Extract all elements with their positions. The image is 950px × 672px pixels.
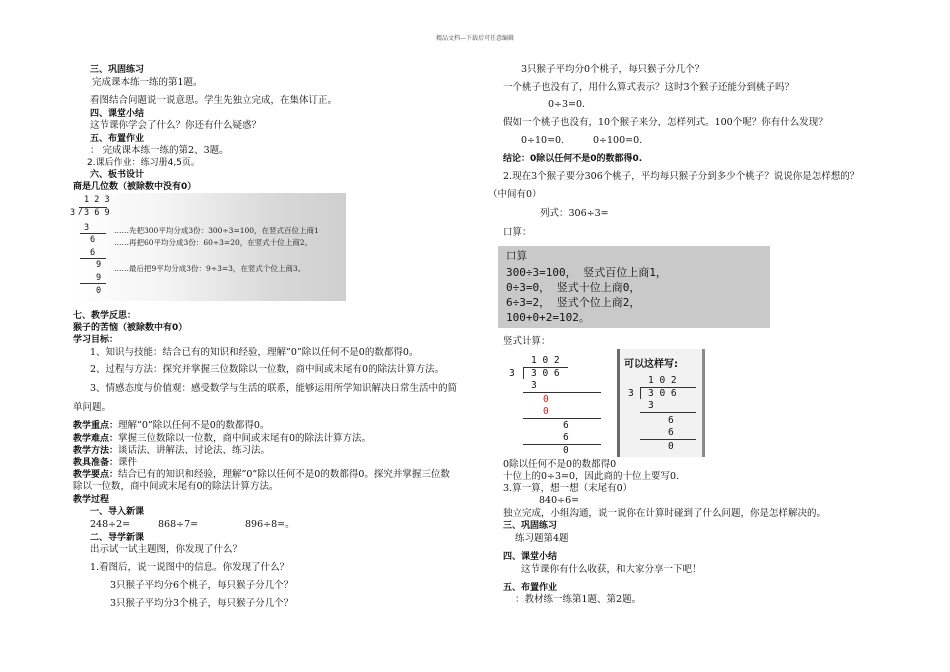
section-title: 七、教学反思： — [73, 311, 137, 321]
expr: 868÷7= — [158, 519, 199, 530]
mental-calc-head: 口算 — [506, 250, 527, 262]
step: 0 — [543, 394, 549, 405]
dividend: 3 0 6 — [648, 388, 677, 399]
divisor: 3 — [70, 208, 76, 218]
goal-item: 3、情感态度与价值观：感受数学与生活的联系，能够运用所学知识解决日常生活中的简 — [90, 383, 458, 394]
text-line: 出示试一试主题图，你发现了什么？ — [90, 544, 243, 555]
mental-calc-line: 0÷3=0， 竖式十位上商0， — [506, 281, 641, 294]
text-line: 3只猴子平均分3个桃子，每只猴子分几个？ — [110, 598, 294, 609]
mental-calc-image — [498, 246, 770, 328]
section-title: 三、巩固练习 — [90, 65, 145, 75]
goal-item: 2、过程与方法：探究并掌握三位数除以一位数，商中间或末尾有0的除法计算方法。 — [90, 364, 445, 375]
text-line: 竖式计算： — [503, 336, 551, 347]
text: 掌握三位数除以一位数，商中间或末尾有0的除法计算方法。 — [118, 433, 372, 444]
conclusion: 结论：0除以任何不是0的数都得0. — [503, 154, 643, 164]
step: 9 — [96, 273, 102, 283]
label: 教学要点： — [73, 470, 119, 480]
step: 6 — [668, 427, 674, 438]
divisor: 3 — [628, 388, 634, 399]
text-line: ： 完成课本练一练的第2、3题。 — [90, 145, 229, 156]
text-line: 2.现在3个猴子要分306个桃子，平均每只猴子分到多少个桃子？说说你是怎样想的？ — [503, 171, 860, 182]
section-title: 五、布置作业 — [90, 134, 145, 144]
text-line: 假如一个桃子也没有，10个猴子来分，怎样列式。100个呢？你有什么发现？ — [503, 117, 828, 128]
note: ……最后把9平均分成3份：9÷3=3，在竖式个位上商3。 — [114, 264, 306, 273]
text-line: 这节课你有什么收获，和大家分享一下吧！ — [521, 564, 702, 575]
expr: 896÷8=。 — [245, 519, 295, 530]
step: 0 — [96, 286, 102, 296]
label: 教学重点： — [73, 421, 119, 431]
expr: 840÷6= — [539, 495, 580, 506]
text-line: 看图结合问题说一说意思。学生先独立完成，在集体订正。 — [90, 95, 338, 106]
section-title: 四、课堂小结 — [503, 552, 558, 562]
mental-calc-line: 300÷3=100， 竖式百位上商1， — [506, 266, 667, 279]
step: 6 — [668, 415, 674, 426]
text-line: 2.课后作业：练习册4,5页。 — [87, 158, 200, 168]
board-title: 商是几位数（被除数中没有0） — [73, 182, 197, 192]
expr: 248÷2= — [90, 519, 131, 530]
expr: 0÷100=0. — [593, 135, 643, 146]
expr: 0÷3=0. — [548, 99, 586, 110]
text-line: 3只猴子平均分6个桃子，每只猴子分几个？ — [110, 580, 294, 591]
step: 3 — [531, 380, 537, 391]
step: 6 — [563, 420, 569, 431]
dividend: 3 6 9 — [84, 208, 110, 218]
text-line: 独立完成，小组沟通，说一说你在计算时碰到了什么问题，你是怎样解决的。 — [503, 508, 827, 519]
section-title: 一、导入新课 — [90, 507, 145, 517]
text-line: 练习题第4题 — [515, 533, 569, 544]
text: 结合已有的知识和经验，理解”0”除以任何不是0的数都得0。探究并掌握三位数 — [118, 469, 450, 480]
label: 教学难点： — [73, 434, 119, 444]
lesson-title: 猴子的苦恼（被除数中有0） — [73, 323, 188, 333]
quotient: 1 0 2 — [531, 355, 560, 366]
text: 谈话法、讲解法、讨论法、练习法。 — [118, 445, 271, 456]
goal-title: 学习目标： — [73, 335, 119, 345]
dividend: 3 0 6 — [531, 368, 560, 379]
text-line: 除以一位数，商中间或末尾有0的除法计算方法。 — [73, 481, 279, 492]
vertical-division-1 — [503, 352, 609, 456]
step: 3 — [648, 400, 654, 411]
text-line: 一个桃子也没有了，用什么算式表示？这时3个猴子还能分到桃子吗？ — [503, 82, 795, 93]
step: 6 — [563, 432, 569, 443]
note: ……再把60平均分成3份：60÷3=20，在竖式十位上商2。 — [114, 238, 313, 247]
step: 3 — [84, 223, 90, 233]
step: 6 — [90, 235, 96, 245]
page-header: 精品文档---下载后可任意编辑 — [435, 35, 515, 42]
section-title: 五、布置作业 — [503, 583, 558, 593]
text-line: 0除以任何不是0的数都得0 — [503, 459, 617, 470]
section-title: 三、巩固练习 — [503, 521, 558, 531]
text-line: 十位上的0÷3=0，因此商的十位上要写0. — [503, 471, 680, 482]
long-division-figure: 1 2 3 3 / 3 6 9 3 6 6 9 9 0 ……先把300平均分成3份：300÷3=100，在竖式百位上商1 ……再把60平均分成3份：60÷3=20，在竖式十位上商2。 ……最后把9平均分成3份：9÷3=3，在竖式个位上商3。 — [68, 193, 346, 301]
quotient: 1 0 2 — [648, 375, 677, 386]
quotient: 1 2 3 — [84, 195, 110, 205]
vertical-division-2 — [617, 349, 705, 457]
step: 6 — [90, 248, 96, 258]
goal-item: 单问题。 — [73, 402, 112, 413]
text-line: 3只猴子平均分0个桃子，每只猴子分几个？ — [521, 64, 705, 75]
text-line: 1.看图后，说一说图中的信息。你发现了什么？ — [90, 562, 290, 573]
text-line: 口算： — [503, 227, 532, 238]
label: 教具准备： — [73, 458, 119, 468]
section-title: 教学过程 — [73, 495, 110, 505]
text-line: 完成课本练一练的第1题。 — [92, 77, 203, 88]
note: ……先把300平均分成3份：300÷3=100，在竖式百位上商1 — [114, 226, 319, 235]
text-line: ：教材练一练第1题、第2题。 — [515, 594, 642, 605]
text-line: （中间有0） — [488, 189, 542, 200]
section-title: 二、导学新课 — [90, 533, 145, 543]
text: 课件 — [118, 457, 138, 468]
label: 教学方法： — [73, 446, 119, 456]
section-title: 四、课堂小结 — [90, 109, 145, 119]
text-line: 3.算一算，想一想（末尾有0） — [503, 483, 633, 494]
expr: 列式：306÷3= — [540, 208, 609, 219]
step: 0 — [668, 441, 674, 452]
section-title: 六、板书设计 — [90, 170, 145, 180]
goal-item: 1、知识与技能：结合已有的知识和经验，理解”0”除以任何不是0的数都得0。 — [90, 347, 419, 358]
step: 0 — [543, 406, 549, 417]
step: 9 — [96, 260, 102, 270]
text: 理解”0”除以任何不是0的数都得0。 — [118, 420, 270, 431]
mental-calc-line: 6÷3=2， 竖式个位上商2， — [506, 296, 641, 309]
expr: 0÷10=0. — [521, 135, 565, 146]
board-caption: 可以这样写: — [624, 359, 678, 370]
step: 0 — [563, 445, 569, 456]
divisor: 3 — [509, 368, 515, 379]
text-line: 这节课你学会了什么？你还有什么疑惑？ — [90, 120, 262, 131]
mental-calc-line: 100+0+2=102。 — [506, 311, 590, 324]
